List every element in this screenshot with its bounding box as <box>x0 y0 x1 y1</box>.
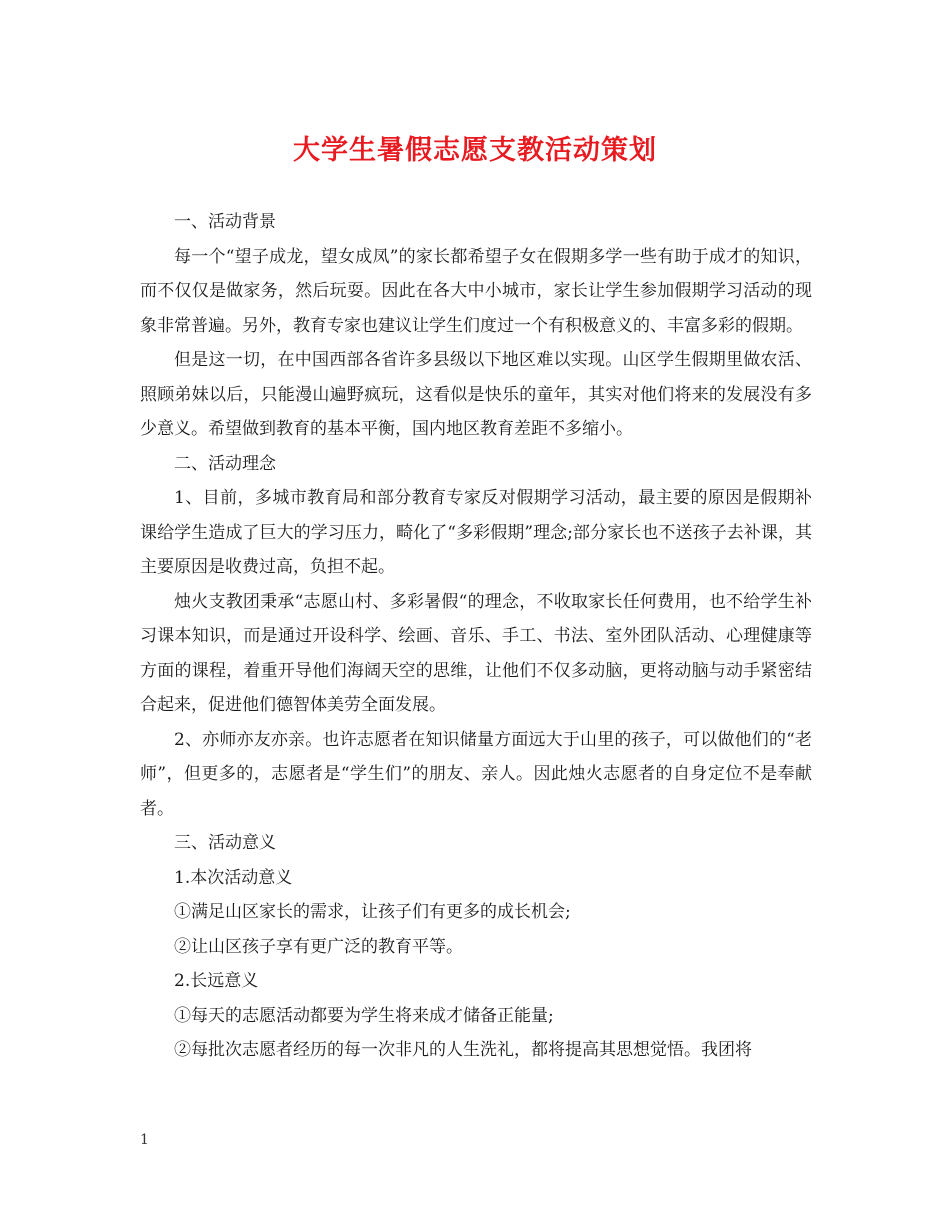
document-body <box>140 205 812 1068</box>
list-item: ①每天的志愿活动都要为学生将来成才储备正能量; <box>174 1005 554 1026</box>
page-number: 1 <box>140 1132 149 1148</box>
list-item: ①满足山区家长的需求，让孩子们有更多的成长机会; <box>174 902 571 922</box>
paragraph: 烛火支教团秉承“志愿山村、多彩暑假“的理念，不收取家长任何费用，也不给学生补习课本知识，而是通过开设科学、绘画、音乐、手工、书法、室外团队活动、心理健康等方面的课程，着重开导他们海阔天空的思维，让他们不仅多动脑，更将动脑与动手紧密结合起来，促进他们德智体美劳全面发展。 <box>140 591 812 715</box>
section-heading-significance: 三、活动意义 <box>174 833 276 853</box>
section-heading-background: 一、活动背景 <box>174 212 276 232</box>
paragraph: 1、目前，多城市教育局和部分教育专家反对假期学习活动，最主要的原因是假期补课给学生造成了巨大的学习压力，畸化了“多彩假期”理念;部分家长也不送孩子去补课，其主要原因是收费过高，负担不起。 <box>140 488 812 577</box>
list-item: ②每批次志愿者经历的每一次非凡的人生洗礼，都将提高其思想觉悟。我团将 <box>174 1040 752 1060</box>
subheading: 1.本次活动意义 <box>174 867 293 888</box>
paragraph: 每一个“望子成龙，望女成凤”的家长都希望子女在假期多学一些有助于成才的知识，而不仅仅是做家务，然后玩耍。因此在各大中小城市，家长让学生参加假期学习活动的现象非常普遍。另外，教育专家也建议让学生们度过一个有积极意义的、丰富多彩的假期。 <box>140 246 812 336</box>
document-title: 大学生暑假志愿支教活动策划 <box>293 135 657 166</box>
subheading: 2.长远意义 <box>174 971 259 991</box>
paragraph: 2、亦师亦友亦亲。也许志愿者在知识储量方面远大于山里的孩子，可以做他们的“老师”，但更多的，志愿者是“学生们”的朋友、亲人。因此烛火志愿者的自身定位不是奉献者。 <box>140 729 812 819</box>
section-heading-concept: 二、活动理念 <box>174 453 276 474</box>
list-item: ②让山区孩子享有更广泛的教育平等。 <box>174 936 463 957</box>
paragraph: 但是这一切，在中国西部各省许多县级以下地区难以实现。山区学生假期里做农活、照顾弟妹以后，只能漫山遍野疯玩，这看似是快乐的童年，其实对他们将来的发展没有多少意义。希望做到教育的基本平衡，国内地区教育差距不多缩小。 <box>140 350 812 439</box>
